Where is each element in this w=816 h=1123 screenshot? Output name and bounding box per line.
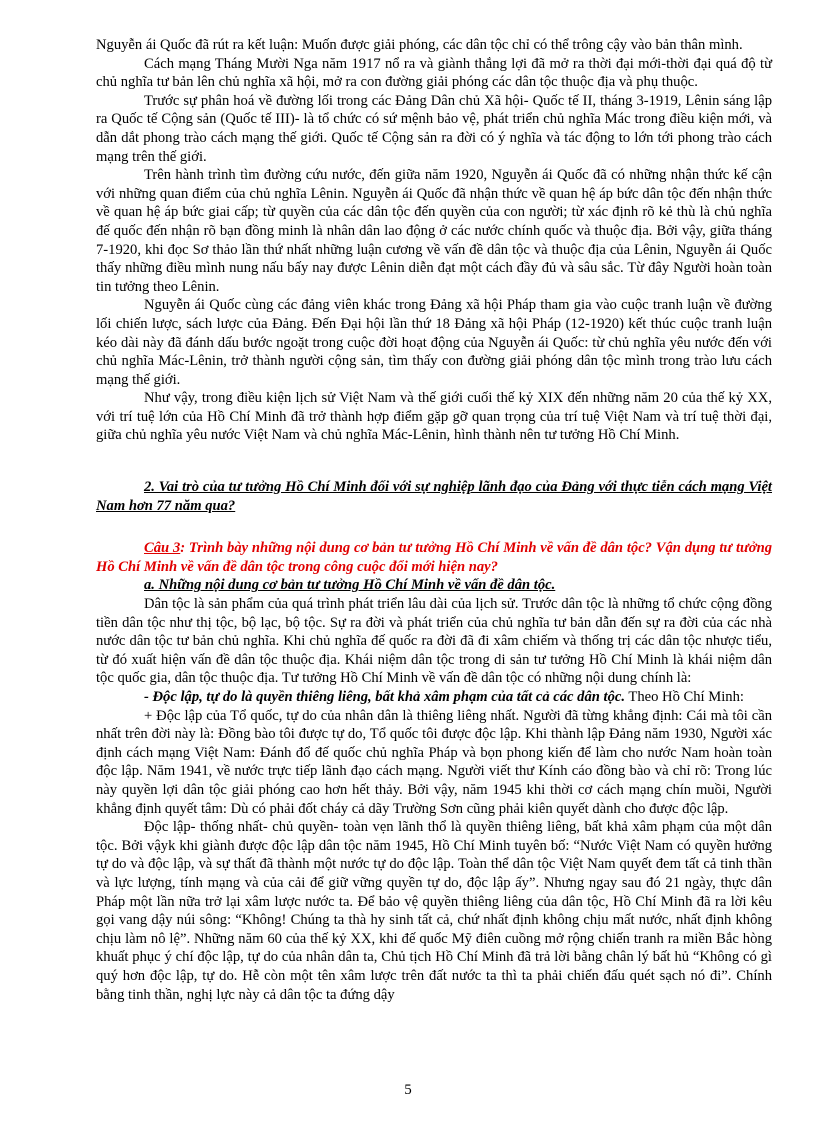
paragraph: Trên hành trình tìm đường cứu nước, đến giữa năm 1920, Nguyễn ái Quốc đã có những nhận thức kế cận với những quan điểm của chủ nghĩa Lênin. Nguyễn ái Quốc đã nhận thức về quan hệ áp bức dân tộc đến nhận thức về quan hệ áp bức giai cấp; từ quyền của các dân tộc đến quyền của con người; từ xác định rõ kẻ thù là chủ nghĩa đế quốc đến nhận rõ bạn đồng minh là nhân dân lao động ở các nước chính quốc và thuộc địa. Bởi vậy, giữa tháng 7-1920, khi đọc Sơ thảo lần thứ nhất những luận cương về vấn đề dân tộc và thuộc địa của Lênin, Nguyễn ái Quốc thấy những điều mình nung nấu bấy nay được Lênin diễn đạt một cách đầy đủ và sâu sắc. Từ đây Người hoàn toàn tin tưởng theo Lênin. — [96, 167, 772, 295]
document-page — [96, 36, 772, 1004]
subsection-title: a. Những nội dung cơ bản tư tưởng Hồ Chí Minh về vấn đề dân tộc. — [144, 577, 556, 594]
paragraph: Nguyễn ái Quốc đã rút ra kết luận: Muốn được giải phóng, các dân tộc chỉ có thể trông cậy vào bản thân mình. — [96, 37, 743, 53]
point-rest-text: Theo Hồ Chí Minh: — [625, 689, 744, 705]
paragraph: Như vậy, trong điều kiện lịch sử Việt Nam và thế giới cuối thế kỷ XIX đến những năm 20 của thế kỷ XX, với trí tuệ lớn của Hồ Chí Minh đã trở thành hợp điểm gặp gỡ quan trọng của trí tuệ Việt Nam và trí tuệ thời đại, giữa chủ nghĩa yêu nước Việt Nam và chủ nghĩa Mác-Lênin, hình thành nên tư tưởng Hồ Chí Minh. — [96, 390, 772, 444]
paragraph: Dân tộc là sản phẩm của quá trình phát triển lâu dài của lịch sử. Trước dân tộc là những tổ chức cộng đồng tiền dân tộc như thị tộc, bộ lạc, bộ tộc. Sự ra đời và phát triển của chủ nghĩa tư bản dẫn đến sự ra đời của các nhà nước dân tộc tư bản chủ nghĩa. Khi chủ nghĩa đế quốc ra đời đã đi xâm chiếm và thống trị các dân tộc nhược tiểu, từ đó xuất hiện vấn đề dân tộc thuộc địa. Khái niệm dân tộc trong di sản tư tưởng Hồ Chí Minh là khái niệm dân tộc quốc gia, dân tộc thuộc địa. Tư tưởng Hồ Chí Minh về vấn đề dân tộc có những nội dung chính là: — [96, 596, 772, 687]
question-text: : Trình bày những nội dung cơ bản tư tưởng Hồ Chí Minh về vấn đề dân tộc? Vận dụng tư tưởng Hồ Chí Minh về vấn đề dân tộc trong công cuộc đổi mới hiện nay? — [96, 540, 772, 575]
paragraph: Độc lập- thống nhất- chủ quyền- toàn vẹn lãnh thổ là quyền thiêng liêng, bất khả xâm phạm của một dân tộc. Bởi vậyk khi giành được độc lập dân tộc năm 1945, Hồ Chí Minh tuyên bố: “Nước Việt Nam có quyền hưởng tự do và độc lập, và sự thất đã thành một nước tự do độc lập. Toàn thể dân tộc Việt Nam quyết đem tất cả tinh thần và lực lượng, tính mạng và của cải để giữ vững quyền tự do, độc lập ấy”. Nhưng ngay sau đó 21 ngày, thực dân Pháp một lần nữa trở lại xâm lược nước ta. Để bảo vệ quyền thiêng liêng của dân tộc, Hồ Chí Minh đã ra lời kêu gọi vang dậy núi sông: “Không! Chúng ta thà hy sinh tất cả, chứ nhất định không chịu mất nước, nhất định không chịu làm nô lệ”. Những năm 60 của thế kỷ XX, khi đế quốc Mỹ điên cuồng mở rộng chiến tranh ra miền Bắc hòng khuất phục ý chí độc lập, tự do của nhân dân ta, Chủ tịch Hồ Chí Minh đã trả lời bằng chân lý bất hủ “Không có gì quý hơn độc lập, tự do. Hễ còn một tên xâm lược trên đất nước ta thì ta phải chiến đấu quét sạch nó đi”. Chính bằng tinh thần, nghị lực này cả dân tộc ta đứng dậy — [96, 819, 772, 1003]
paragraph: Trước sự phân hoá về đường lối trong các Đảng Dân chủ Xã hội- Quốc tế II, tháng 3-1919, Lênin sáng lập ra Quốc tế Cộng sản (Quốc tế III)- là tổ chức có sứ mệnh bảo vệ, phát triển chủ nghĩa Mác trong điều kiện mới, và dẫn dắt phong trào cách mạng thế giới. Quốc tế Cộng sản ra đời có ý nghĩa và tác động to lớn tới phong trào cách mạng trên thế giới. — [96, 92, 772, 165]
paragraph: Cách mạng Tháng Mười Nga năm 1917 nổ ra và giành thắng lợi đã mở ra thời đại mới-thời đại quá độ từ chủ nghĩa tư bản lên chủ nghĩa xã hội, mở ra con đường giải phóng các dân tộc thuộc địa và phụ thuộc. — [96, 55, 772, 91]
point-heading — [96, 688, 772, 707]
paragraph: + Độc lập của Tổ quốc, tự do của nhân dân là thiêng liêng nhất. Người đã từng khẳng định: Cái mà tôi cần nhất trên đời này là: Đồng bào tôi được tự do, Tổ quốc tôi được độc lập. Khi thành lập Đảng năm 1930, Người xác định cách mạng Việt Nam: Đánh đổ đế quốc chủ nghĩa Pháp và bọn phong kiến để làm cho nước Nam hoàn toàn độc lập. Năm 1941, về nước trực tiếp lãnh đạo cách mạng. Người viết thư Kính cáo đồng bào và chỉ rõ: Trong lúc này quyền lợi dân tộc giải phóng cao hơn hết thảy. Bởi vậy, năm 1945 khi thời cơ cách mạng chín muồi, Người khẳng định quyết tâm: Dù có phải đốt cháy cả dãy Trường Sơn cũng phải kiên quyết dành cho được độc lập. — [96, 707, 772, 817]
section-title: 2. Vai trò của tư tưởng Hồ Chí Minh đối với sự nghiệp lãnh đạo của Đảng với thực tiễn cách mạng Việt Nam hơn 77 năm qua? — [96, 479, 772, 514]
question-label: Câu 3 — [144, 540, 181, 557]
paragraph: Nguyễn ái Quốc cùng các đảng viên khác trong Đảng xã hội Pháp tham gia vào cuộc tranh luận về đường lối chiến lược, sách lược của Đảng. Đến Đại hội lần thứ 18 Đảng xã hội Pháp (12-1920) kết thúc cuộc tranh luận kéo dài này đã đánh dấu bước ngoặt trong cuộc đời hoạt động của Nguyễn ái Quốc: từ chủ nghĩa yêu nước đến với chủ nghĩa Mác-Lênin, trở thành người cộng sản, tìm thấy con đường giải phóng dân tộc mình trong trào lưu cách mạng thế giới. — [96, 297, 772, 388]
page-number: 5 — [404, 1082, 412, 1098]
question-heading — [96, 539, 772, 576]
point-bold-text: - Độc lập, tự do là quyền thiêng liêng, bất khả xâm phạm của tất cả các dân tộc. — [144, 689, 626, 705]
